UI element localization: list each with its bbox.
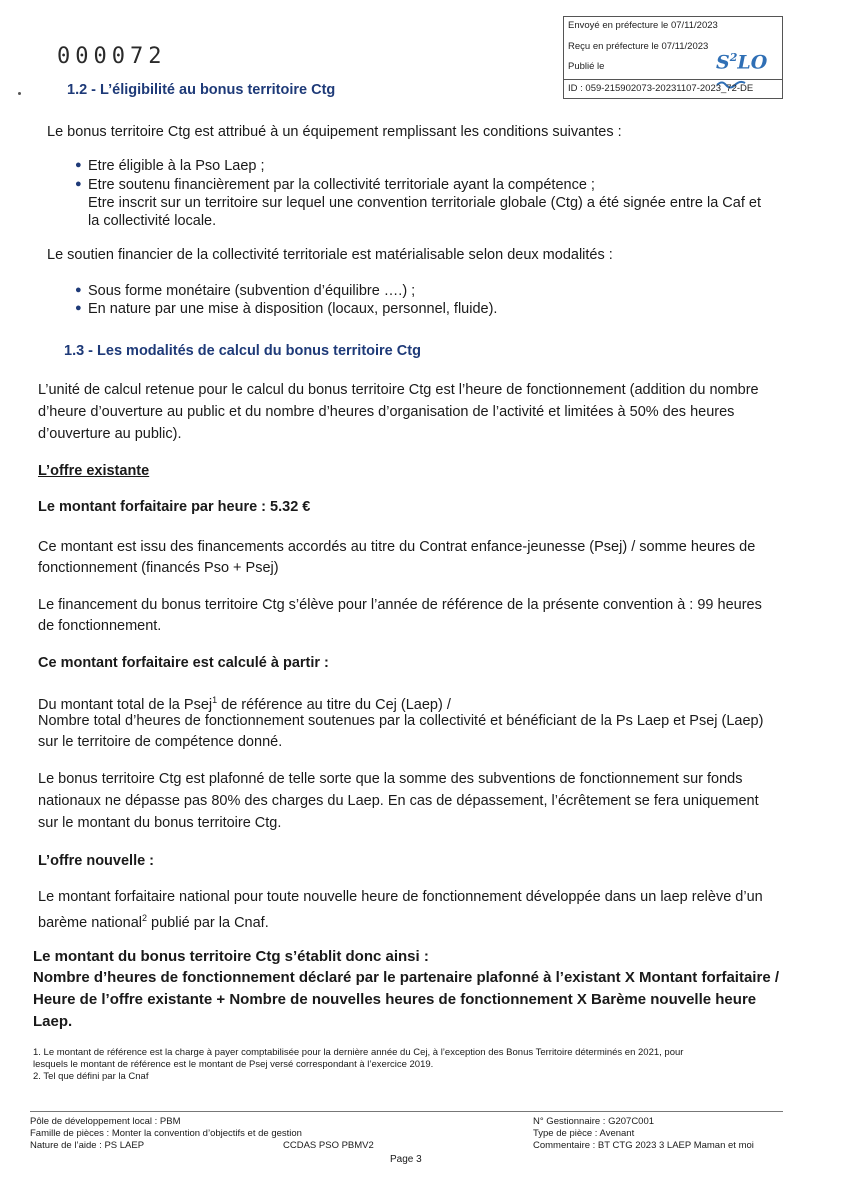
footer-right-1: N° Gestionnaire : G207C001	[533, 1116, 655, 1127]
stamp-id: ID : 059-215902073-20231107-2023_72-DE	[568, 83, 754, 94]
footer-left-2: Famille de pièces : Monter la convention d’objectifs et de gestion	[30, 1128, 302, 1139]
footnote-1: 1. Le montant de référence est la charge à payer comptabilisée pour la dernière année du Cej, à l’exception des Bonus Territoire déterminés en 2021, pour	[33, 1047, 684, 1058]
footer-left-3: Nature de l’aide : PS LAEP	[30, 1140, 145, 1151]
margin-dot	[18, 92, 21, 95]
calc-unit-line: d’heure d’ouverture au public et du nombre d’heures d’organisation de l’activité et limitées à 50% des heures	[38, 404, 735, 420]
calc-unit-line: L’unité de calcul retenue pour le calcul du bonus territoire Ctg est l’heure de fonctionnement (addition du nombre	[38, 382, 759, 398]
eligibility-bullet-2: ● Etre soutenu financièrement par la collectivité territoriale ayant la compétence ;	[75, 177, 595, 193]
funding-line: Le financement du bonus territoire Ctg s’élève pour l’année de référence de la présente convention à : 99 heures	[38, 597, 762, 613]
support-intro: Le soutien financier de la collectivité territoriale est matérialisable selon deux modalités :	[47, 247, 613, 263]
new-offer-heading: L’offre nouvelle :	[38, 853, 155, 869]
cap-line: sur le montant du bonus territoire Ctg.	[38, 815, 282, 831]
stamp-published: Publié le	[568, 61, 605, 72]
footnote-1-cont: lesquels le montant de référence est le montant de Psej versé correspondant à l’exercice 2019.	[33, 1059, 434, 1070]
calc-formula-line-2: Nombre total d’heures de fonctionnement soutenues par la collectivité et bénéficiant de la Ps Laep et Psej (Laep)	[38, 713, 764, 729]
new-offer-line-2: barème national$^2$ publié par la Cnaf.	[38, 913, 269, 931]
summary-heading: Le montant du bonus territoire Ctg s’établit donc ainsi :	[33, 948, 429, 965]
cap-line: nationaux ne dépasse pas 80% des charges du Laep. En cas de dépassement, l’écrêtement se fera uniquement	[38, 793, 759, 809]
document-number: 000072	[57, 44, 167, 69]
cap-line: Le bonus territoire Ctg est plafonné de telle sorte que la somme des subventions de fonctionnement sur fonds	[38, 771, 743, 787]
summary-line: Heure de l’offre existante + Nombre de nouvelles heures de fonctionnement X Barème nouvelle heure	[33, 991, 757, 1008]
existing-offer-heading: L’offre existante	[38, 463, 150, 479]
stamp-divider	[564, 79, 782, 80]
slo-logo: $S^2LO$	[716, 51, 782, 95]
new-offer-line-1: Le montant forfaitaire national pour toute nouvelle heure de fonctionnement développée dans un laep relève d’un	[38, 889, 763, 905]
origin-line: Ce montant est issu des financements accordés au titre du Contrat enfance-jeunesse (Psej) / somme heures de	[38, 539, 756, 555]
origin-line: fonctionnement (financés Pso + Psej)	[38, 560, 279, 576]
section-1-3-title: 1.3 - Les modalités de calcul du bonus territoire Ctg	[64, 343, 421, 359]
footnote-2: 2. Tel que défini par la Cnaf	[33, 1071, 149, 1082]
page-number: Page 3	[390, 1154, 422, 1165]
summary-line: Laep.	[33, 1013, 73, 1030]
prefecture-stamp	[563, 16, 783, 99]
stamp-received: Reçu en préfecture le 07/11/2023	[568, 41, 709, 52]
calc-formula-line-1: Du montant total de la Psej$^1$ de référence au titre du Cej (Laep) /	[38, 695, 451, 713]
eligibility-bullet-1: ● Etre éligible à la Pso Laep ;	[75, 158, 265, 174]
eligibility-bullet-2-cont: Etre inscrit sur un territoire sur lequel une convention territoriale globale (Ctg) a été signée entre la Caf et	[88, 195, 761, 211]
eligibility-intro: Le bonus territoire Ctg est attribué à un équipement remplissant les conditions suivantes :	[47, 124, 622, 140]
support-bullet-1: ● Sous forme monétaire (subvention d’équilibre ….) ;	[75, 283, 416, 299]
calc-heading: Ce montant forfaitaire est calculé à partir :	[38, 655, 329, 671]
footer-right-2: Type de pièce : Avenant	[533, 1128, 635, 1139]
section-1-2-title: 1.2 - L’éligibilité au bonus territoire Ctg	[67, 82, 336, 98]
calc-unit-line: d’ouverture au public).	[38, 426, 182, 442]
summary-line: Nombre d’heures de fonctionnement déclaré par le partenaire plafonné à l’existant X Montant forfaitaire /	[33, 969, 779, 986]
footer-left-1: Pôle de développement local : PBM	[30, 1116, 181, 1127]
stamp-sent: Envoyé en préfecture le 07/11/2023	[568, 20, 718, 31]
eligibility-bullet-2-cont: la collectivité locale.	[88, 213, 217, 229]
support-bullet-2: ● En nature par une mise à disposition (locaux, personnel, fluide).	[75, 301, 498, 317]
footer-center: CCDAS PSO PBMV2	[283, 1140, 374, 1151]
flat-rate: Le montant forfaitaire par heure : 5.32 €	[38, 499, 311, 515]
footer-rule	[30, 1111, 783, 1112]
calc-formula-line-3: sur le territoire de compétence donné.	[38, 734, 283, 750]
funding-line: de fonctionnement.	[38, 618, 162, 634]
footer-right-3: Commentaire : BT CTG 2023 3 LAEP Maman et moi	[533, 1140, 754, 1151]
